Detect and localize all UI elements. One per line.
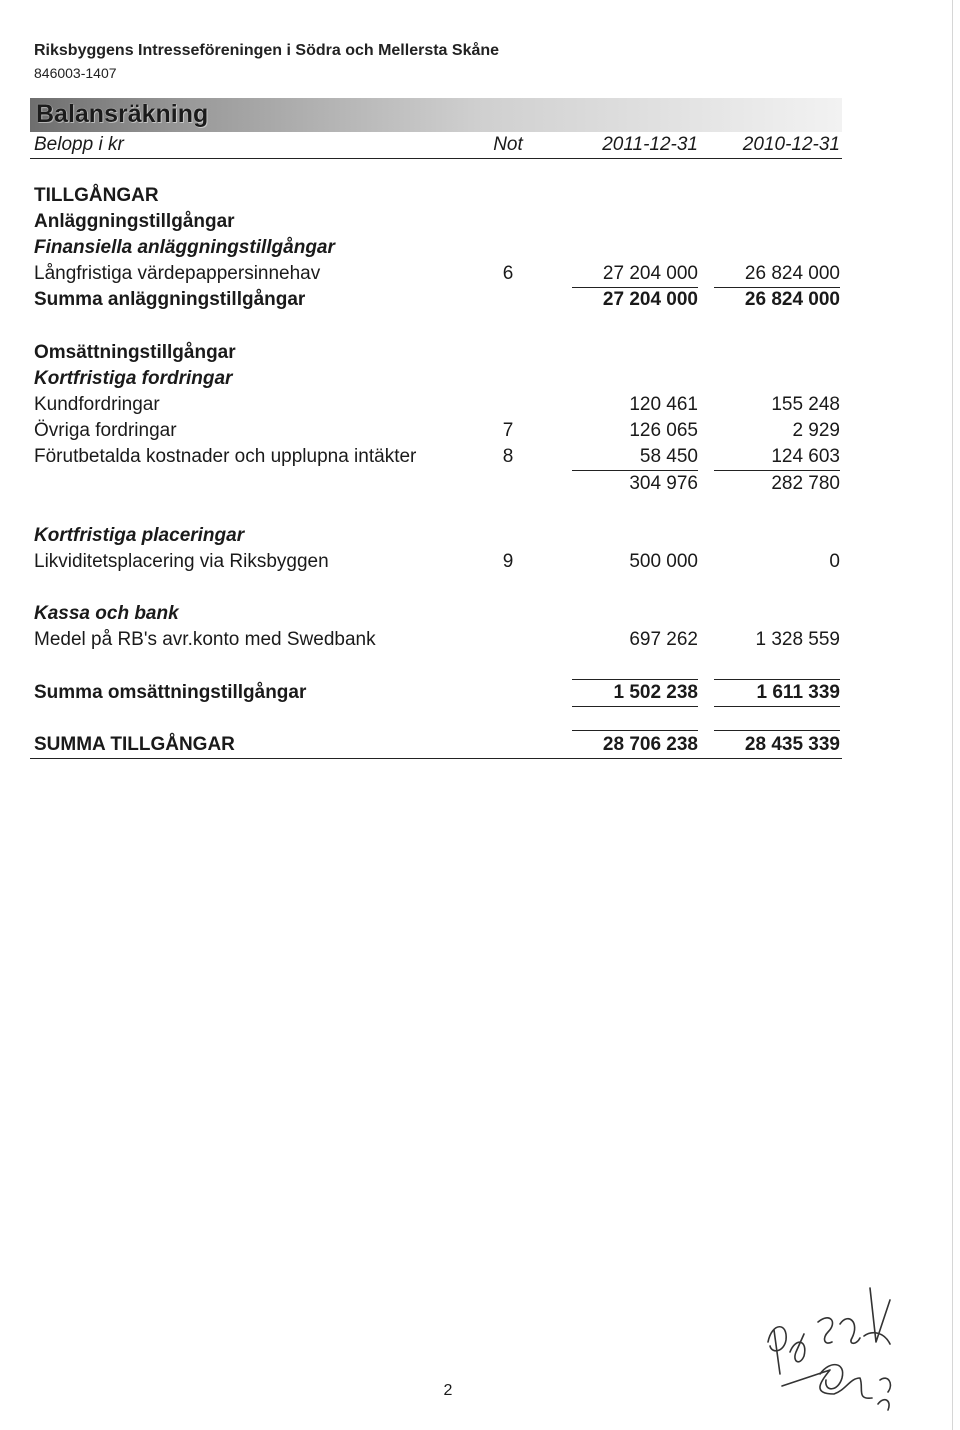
sum-underline bbox=[714, 706, 840, 707]
row-note: 7 bbox=[502, 420, 514, 441]
subtotal-row bbox=[0, 681, 960, 705]
total-row bbox=[0, 733, 960, 757]
group-heading bbox=[0, 341, 960, 365]
row-label: TILLGÅNGAR bbox=[34, 185, 159, 206]
table-row bbox=[0, 393, 960, 417]
column-header-note: Not bbox=[493, 134, 523, 155]
section-heading bbox=[0, 184, 960, 208]
row-label: Kassa och bank bbox=[34, 603, 179, 624]
column-header-year2: 2010-12-31 bbox=[742, 134, 840, 155]
handwritten-initials bbox=[760, 1282, 910, 1422]
organization-number: 846003-1407 bbox=[34, 65, 117, 81]
row-label: Summa omsättningstillgångar bbox=[34, 682, 307, 703]
row-label: Finansiella anläggningstillgångar bbox=[34, 237, 335, 258]
table-row bbox=[0, 628, 960, 652]
row-label: Omsättningstillgångar bbox=[34, 342, 236, 363]
title-banner bbox=[30, 98, 842, 132]
row-value-2011: 1 502 238 bbox=[613, 682, 698, 703]
row-note: 6 bbox=[502, 263, 514, 284]
row-value-2010: 282 780 bbox=[771, 473, 840, 494]
table-row bbox=[0, 445, 960, 469]
total-rule bbox=[572, 730, 698, 731]
sum-rule bbox=[572, 470, 698, 471]
column-header-year1: 2011-12-31 bbox=[602, 134, 698, 155]
row-value-2010: 1 328 559 bbox=[755, 629, 840, 650]
row-value-2011: 126 065 bbox=[629, 420, 698, 441]
row-value-2011: 304 976 bbox=[629, 473, 698, 494]
subgroup-heading bbox=[0, 367, 960, 391]
row-value-2010: 26 824 000 bbox=[744, 263, 840, 284]
row-value-2011: 27 204 000 bbox=[602, 289, 698, 310]
row-label: Långfristiga värdepappersinnehav bbox=[34, 263, 321, 284]
table-row bbox=[0, 550, 960, 574]
row-value-2010: 28 435 339 bbox=[744, 734, 840, 755]
row-label: Kortfristiga placeringar bbox=[34, 525, 245, 546]
row-label: Kortfristiga fordringar bbox=[34, 368, 233, 389]
subtotal-row bbox=[0, 472, 960, 496]
subgroup-heading bbox=[0, 524, 960, 548]
row-value-2010: 155 248 bbox=[771, 394, 840, 415]
row-label: Likviditetsplacering via Riksbyggen bbox=[34, 551, 329, 572]
page-title: Balansräkning bbox=[36, 100, 209, 128]
total-rule bbox=[714, 730, 840, 731]
table-row bbox=[0, 262, 960, 286]
row-label: Övriga fordringar bbox=[34, 420, 177, 441]
row-value-2010: 124 603 bbox=[771, 446, 840, 467]
sum-rule bbox=[572, 679, 698, 680]
page-number: 2 bbox=[443, 1382, 453, 1399]
group-heading bbox=[0, 210, 960, 234]
row-value-2011: 697 262 bbox=[629, 629, 698, 650]
subtotal-row bbox=[0, 288, 960, 312]
row-value-2010: 26 824 000 bbox=[744, 289, 840, 310]
row-value-2011: 120 461 bbox=[629, 394, 698, 415]
column-header-label: Belopp i kr bbox=[34, 134, 124, 155]
header-rule bbox=[30, 158, 842, 159]
column-header-row bbox=[0, 133, 960, 157]
row-label: Kundfordringar bbox=[34, 394, 160, 415]
subgroup-heading bbox=[0, 236, 960, 260]
row-label: Medel på RB's avr.konto med Swedbank bbox=[34, 629, 376, 650]
row-value-2010: 1 611 339 bbox=[756, 682, 840, 703]
row-value-2011: 27 204 000 bbox=[602, 263, 698, 284]
row-label: Summa anläggningstillgångar bbox=[34, 289, 306, 310]
table-row bbox=[0, 419, 960, 443]
sum-rule bbox=[714, 679, 840, 680]
row-label: Anläggningstillgångar bbox=[34, 211, 235, 232]
row-value-2011: 28 706 238 bbox=[602, 734, 698, 755]
subgroup-heading bbox=[0, 602, 960, 626]
row-value-2011: 58 450 bbox=[639, 446, 698, 467]
sum-rule bbox=[714, 470, 840, 471]
total-underline bbox=[30, 758, 842, 759]
row-label: SUMMA TILLGÅNGAR bbox=[34, 734, 235, 755]
row-note: 8 bbox=[502, 446, 514, 467]
row-value-2010: 2 929 bbox=[792, 420, 840, 441]
row-value-2010: 0 bbox=[829, 551, 840, 572]
sum-underline bbox=[572, 706, 698, 707]
row-value-2011: 500 000 bbox=[629, 551, 698, 572]
row-label: Förutbetalda kostnader och upplupna intäkter bbox=[34, 446, 417, 467]
row-note: 9 bbox=[502, 551, 514, 572]
organization-name: Riksbyggens Intresseföreningen i Södra och Mellersta Skåne bbox=[34, 42, 500, 59]
